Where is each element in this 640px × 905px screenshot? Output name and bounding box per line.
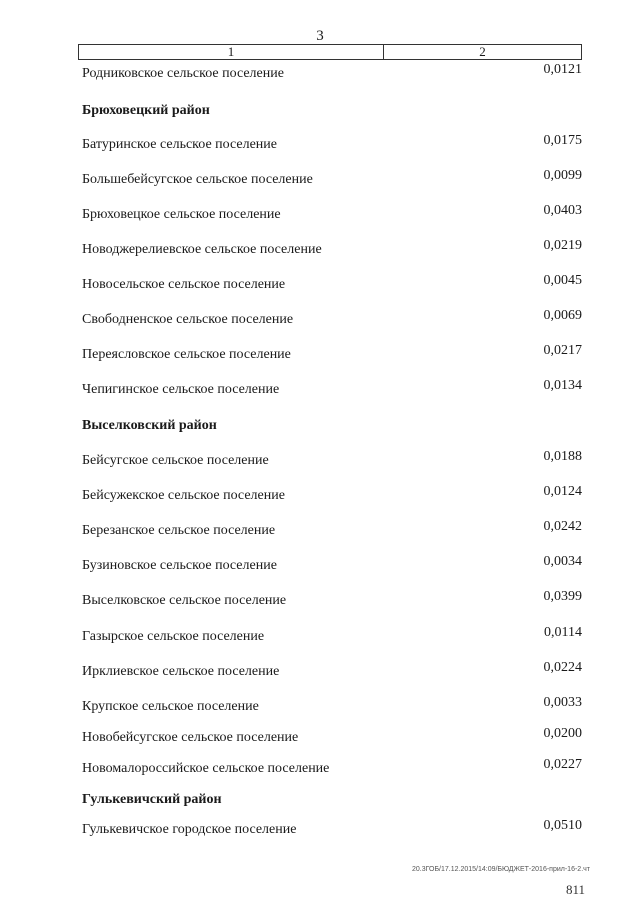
table-row — [82, 695, 582, 719]
page-number-bottom: 811 — [565, 882, 585, 897]
row-value: 0,0175 — [543, 133, 582, 148]
row-value: 0,0033 — [543, 695, 582, 710]
table-row — [82, 273, 582, 297]
row-name: Новомалороссийское сельское поселение — [82, 761, 330, 776]
row-name: Бейсужекское сельское поселение — [82, 488, 285, 503]
row-value: 0,0403 — [543, 203, 582, 218]
row-name: Брюховецкое сельское поселение — [82, 207, 281, 222]
row-name: Свободненское сельское поселение — [82, 312, 294, 327]
table-row — [82, 133, 582, 157]
header-col-1: 1 — [79, 45, 384, 59]
table-row — [82, 726, 582, 750]
row-value: 0,0219 — [543, 238, 582, 253]
table-row — [82, 818, 582, 842]
row-name: Чепигинское сельское поселение — [82, 382, 280, 397]
row-value: 0,0121 — [543, 62, 582, 77]
row-name: Крупское сельское поселение — [82, 699, 259, 714]
district-name: Выселковский район — [82, 418, 217, 433]
table-row — [82, 62, 582, 86]
table-row — [82, 519, 582, 543]
row-value: 0,0399 — [543, 589, 582, 604]
row-value: 0,0069 — [543, 308, 582, 323]
row-name: Новосельское сельское поселение — [82, 277, 286, 292]
row-value: 0,0114 — [544, 625, 582, 640]
row-name: Газырское сельское поселение — [82, 629, 265, 644]
district-heading — [82, 792, 582, 812]
row-value: 0,0124 — [543, 484, 582, 499]
row-value: 0,0224 — [543, 660, 582, 675]
table-row — [82, 554, 582, 578]
table-row — [82, 343, 582, 367]
row-name: Большебейсугское сельское поселение — [82, 172, 313, 187]
table-row — [82, 308, 582, 332]
row-name: Новобейсугское сельское поселение — [82, 730, 299, 745]
row-value: 0,0134 — [543, 378, 582, 393]
row-name: Батуринское сельское поселение — [82, 137, 277, 152]
table-row — [82, 168, 582, 192]
row-value: 0,0200 — [543, 726, 582, 741]
table-row — [82, 484, 582, 508]
table-row — [82, 625, 582, 649]
row-name: Гулькевичское городское поселение — [82, 822, 297, 837]
district-name: Гулькевичский район — [82, 792, 222, 807]
row-name: Бейсугское сельское поселение — [82, 453, 269, 468]
row-name: Березанское сельское поселение — [82, 523, 276, 538]
district-name: Брюховецкий район — [82, 103, 210, 118]
table-row — [82, 757, 582, 781]
row-name: Новоджерелиевское сельское поселение — [82, 242, 322, 257]
table-row — [82, 449, 582, 473]
row-name: Ирклиевское сельское поселение — [82, 664, 280, 679]
table-row — [82, 203, 582, 227]
row-value: 0,0227 — [543, 757, 582, 772]
page-number-top: 3 — [316, 28, 324, 44]
row-value: 0,0188 — [543, 449, 582, 464]
table-row — [82, 660, 582, 684]
row-name: Бузиновское сельское поселение — [82, 558, 277, 573]
district-heading — [82, 103, 582, 123]
table-row — [82, 589, 582, 613]
table-row — [82, 378, 582, 402]
row-value: 0,0242 — [543, 519, 582, 534]
row-name: Родниковское сельское поселение — [82, 66, 284, 81]
district-heading — [82, 418, 582, 438]
row-value: 0,0510 — [543, 818, 582, 833]
row-value: 0,0099 — [543, 168, 582, 183]
row-value: 0,0217 — [543, 343, 582, 358]
header-col-2: 2 — [479, 44, 486, 59]
footer-document-code: 20.3ГОБ/17.12.2015/14:09/БЮДЖЕТ-2016-прил-16-2.чт — [411, 866, 590, 873]
row-name: Переясловское сельское поселение — [82, 347, 291, 362]
row-name: Выселковское сельское поселение — [82, 593, 287, 608]
row-value: 0,0034 — [543, 554, 582, 569]
table-row — [82, 238, 582, 262]
row-value: 0,0045 — [543, 273, 582, 288]
